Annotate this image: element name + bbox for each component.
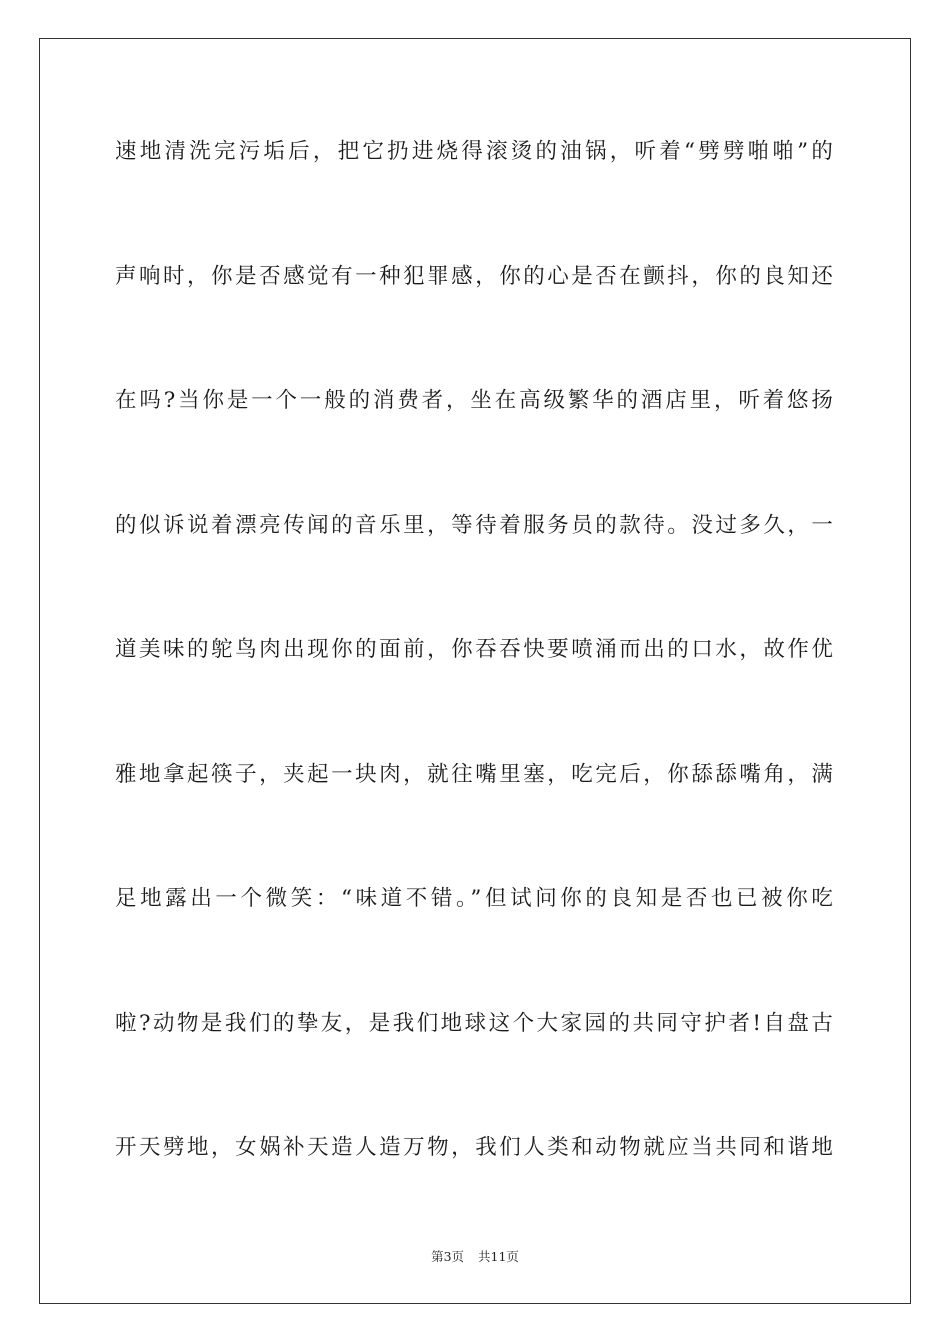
text-line: 速地清洗完污垢后，把它扔进烧得滚烫的油锅，听着“劈劈啪啪”的 xyxy=(115,139,835,164)
text-line: 雅地拿起筷子，夹起一块肉，就往嘴里塞，吃完后，你舔舔嘴角，满 xyxy=(115,761,835,787)
text-line: 足地露出一个微笑：“味道不错。”但试问你的良知是否也已被你吃 xyxy=(115,886,835,911)
document-body xyxy=(115,123,835,1244)
text-line: 在吗?当你是一个一般的消费者，坐在高级繁华的酒店里，听着悠扬 xyxy=(115,388,835,413)
text-line: 的似诉说着漂亮传闻的音乐里，等待着服务员的款待。没过多久，一 xyxy=(115,512,835,538)
text-line: 声响时，你是否感觉有一种犯罪感，你的心是否在颤抖，你的良知还 xyxy=(115,263,835,289)
text-line: 道美味的鸵鸟肉出现你的面前，你吞吞快要喷涌而出的口水，故作优 xyxy=(115,637,835,662)
page-number: 第3页 xyxy=(431,1249,465,1264)
total-pages: 共11页 xyxy=(478,1249,519,1264)
text-line: 啦?动物是我们的挚友，是我们地球这个大家园的共同守护者!自盘古 xyxy=(115,1010,835,1036)
text-line: 开天劈地，女娲补天造人造万物，我们人类和动物就应当共同和谐地 xyxy=(115,1135,835,1160)
page-footer xyxy=(0,1247,950,1265)
